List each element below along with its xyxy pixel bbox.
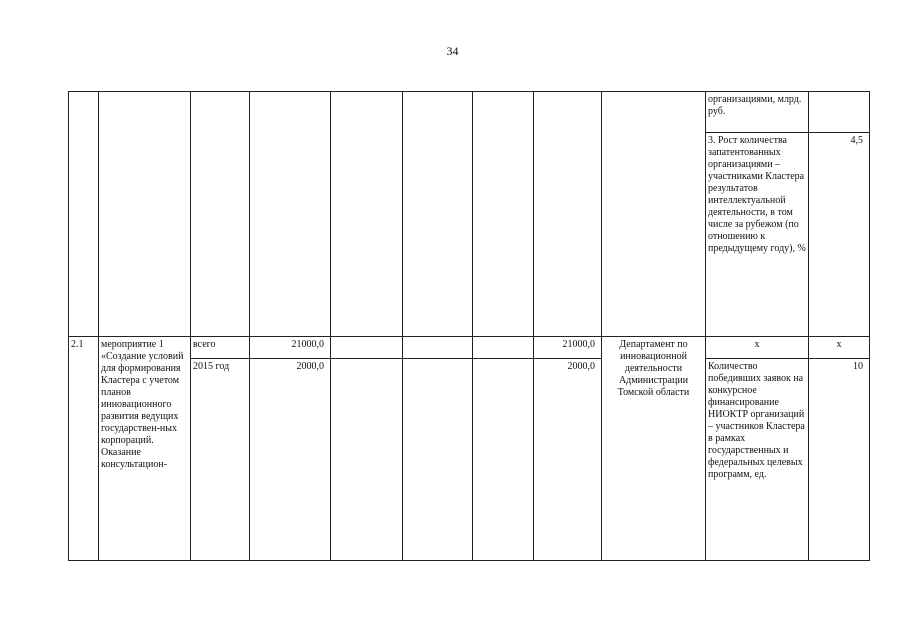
- cell-federal-empty: [331, 92, 403, 337]
- table-row: [69, 337, 870, 359]
- period-2015-label: 2015 год: [191, 359, 250, 561]
- row-number: 2.1: [69, 337, 99, 561]
- measure-name: [99, 337, 191, 561]
- federal-total-empty: [331, 337, 403, 359]
- executor-cell: [602, 337, 706, 561]
- indicator-2015-text: Количество победивших заявок на конкурсное финансирование НИОКТР организаций – участников Кластера в рамках государственных и федеральных целевых программ, ед.: [708, 361, 805, 480]
- program-table: [68, 91, 870, 561]
- regional-total-empty: [403, 337, 473, 359]
- period-total-label: всего: [191, 337, 250, 359]
- regional-2015-empty: [403, 359, 473, 561]
- indicator-total: х: [706, 337, 809, 359]
- page-number: 34: [446, 44, 459, 58]
- cell-period-empty: [191, 92, 250, 337]
- cell-number-empty: [69, 92, 99, 337]
- cell-local-empty: [473, 92, 534, 337]
- federal-2015-empty: [331, 359, 403, 561]
- cell-regional-empty: [403, 92, 473, 337]
- executor-text: Департамент по инновационной деятельности Администрации Томской области: [617, 339, 690, 398]
- indicator-3-value: 4,5: [809, 133, 870, 337]
- other-2015-value: 2000,0: [534, 359, 602, 561]
- indicator-3-text: 3. Рост количества запатентованных организациями – участниками Кластера результатов интеллектуальной деятельности, в том числе за рубежом (по отношению к предыдущему году), %: [708, 135, 806, 254]
- table-row: [69, 92, 870, 133]
- indicator-tail-cell: [706, 92, 809, 133]
- cell-other-empty: [534, 92, 602, 337]
- indicator-3-cell: [706, 133, 809, 337]
- cell-name-empty: [99, 92, 191, 337]
- cell-executor-empty: [602, 92, 706, 337]
- total-value: 21000,0: [250, 337, 331, 359]
- indicator-2015-value: 10: [809, 359, 870, 561]
- indicator-total-value: х: [809, 337, 870, 359]
- cell-total-empty: [250, 92, 331, 337]
- value-2015: 2000,0: [250, 359, 331, 561]
- local-total-empty: [473, 337, 534, 359]
- indicator-tail-text: организациями, млрд. руб.: [708, 94, 802, 117]
- indicator-2015-cell: [706, 359, 809, 561]
- local-2015-empty: [473, 359, 534, 561]
- other-total-value: 21000,0: [534, 337, 602, 359]
- indicator-tail-value-cell: [809, 92, 870, 133]
- measure-name-text: мероприятие 1 «Создание условий для формирования Кластера с учетом планов инновационного развития ведущих государствен-ных корпораций. Оказание консультацион-: [101, 339, 184, 470]
